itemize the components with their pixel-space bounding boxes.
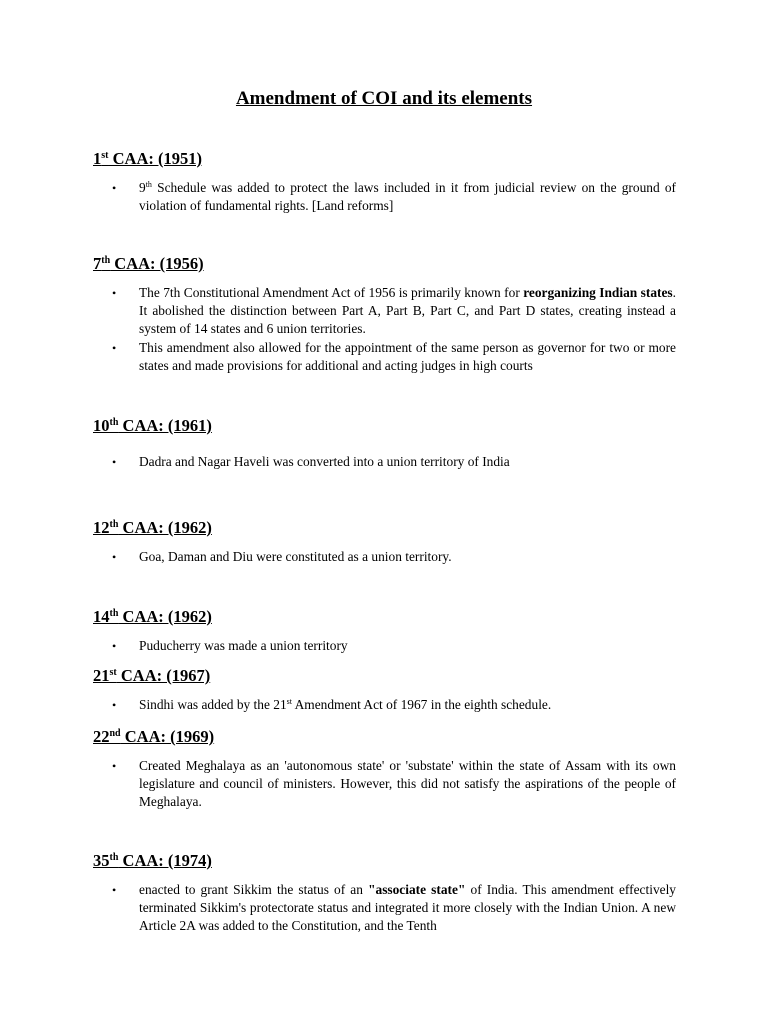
- bold-text: reorganizing Indian states: [523, 285, 673, 300]
- heading-ordinal-suffix: st: [109, 667, 117, 678]
- body-text: Dadra and Nagar Haveli was converted into a union territory of India: [139, 454, 510, 469]
- bullet-icon: •: [112, 455, 117, 469]
- body-text: Sindhi was added by the 21: [139, 697, 287, 712]
- body-text: of India. This amendment effectively terminated Sikkim's protectorate status and integrated it more closely with the Indian Union. A new Article 2A was added to the Constitution, and the Tenth: [139, 882, 676, 934]
- bullet-icon: •: [112, 550, 117, 564]
- heading-number: 35: [93, 851, 110, 870]
- bullet-icon: •: [112, 883, 117, 897]
- heading-number: 1: [93, 149, 102, 168]
- heading-text: CAA: (1962): [118, 607, 212, 626]
- section-heading: [93, 253, 204, 275]
- ordinal-suffix: st: [286, 697, 292, 706]
- bullet-list: [112, 179, 676, 215]
- body-text: Amendment Act of 1967 in the eighth schedule.: [292, 697, 552, 712]
- bullet-list: [112, 881, 676, 936]
- body-text: 9: [139, 180, 146, 195]
- heading-ordinal-suffix: th: [109, 852, 119, 863]
- section-heading: [93, 148, 202, 170]
- heading-text: CAA: (1962): [118, 518, 212, 537]
- bullet-list: [112, 284, 676, 375]
- body-text: Goa, Daman and Diu were constituted as a union territory.: [139, 549, 452, 564]
- document-title: Amendment of COI and its elements: [235, 88, 533, 109]
- bullet-icon: •: [112, 181, 117, 195]
- bullet-list: [112, 453, 676, 471]
- heading-number: 7: [93, 254, 102, 273]
- bullet-icon: •: [112, 698, 117, 712]
- heading-ordinal-suffix: th: [109, 608, 119, 619]
- body-text: enacted to grant Sikkim the status of an: [139, 882, 369, 897]
- heading-text: CAA: (1961): [118, 416, 212, 435]
- heading-number: 10: [93, 416, 110, 435]
- body-text: Puducherry was made a union territory: [139, 638, 348, 653]
- bullet-item: [112, 339, 676, 375]
- heading-ordinal-suffix: th: [109, 417, 119, 428]
- section-heading: [93, 726, 214, 748]
- bullet-item: [112, 881, 676, 936]
- bold-text: "associate state": [368, 882, 466, 897]
- heading-ordinal-suffix: nd: [109, 728, 121, 739]
- ordinal-suffix: th: [145, 180, 152, 189]
- section-heading: [93, 517, 212, 539]
- bullet-icon: •: [112, 639, 117, 653]
- section-heading: [93, 415, 212, 437]
- heading-number: 21: [93, 666, 110, 685]
- bullet-item: [112, 548, 676, 566]
- bullet-item: [112, 696, 676, 714]
- heading-text: CAA: (1969): [120, 727, 215, 746]
- body-text: Created Meghalaya as an 'autonomous state' or 'substate' within the state of Assam with its own legislature and council of ministers. However, this did not satisfy the aspirations of the people of Meghalaya.: [139, 758, 676, 810]
- bullet-list: [112, 637, 676, 655]
- bullet-icon: •: [112, 340, 117, 355]
- bullet-icon: •: [112, 759, 117, 773]
- bullet-item: [112, 179, 676, 215]
- bullet-item: [112, 284, 676, 339]
- heading-text: CAA: (1974): [118, 851, 212, 870]
- bullet-list: [112, 548, 676, 566]
- bullet-icon: •: [112, 286, 117, 300]
- heading-number: 12: [93, 518, 110, 537]
- body-text: Schedule was added to protect the laws included in it from judicial review on the ground of violation of fundamental rights. [Land reforms]: [139, 180, 676, 214]
- bullet-list: [112, 757, 676, 812]
- heading-ordinal-suffix: th: [109, 519, 119, 530]
- heading-text: CAA: (1967): [116, 666, 211, 685]
- body-text: The 7th Constitutional Amendment Act of 1956 is primarily known for: [139, 285, 524, 300]
- bullet-item: [112, 637, 676, 655]
- body-text: . It abolished the distinction between Part A, Part B, Part C, and Part D states, creating instead a system of 14 states and 6 union territories.: [139, 285, 676, 337]
- heading-number: 14: [93, 607, 110, 626]
- heading-text: CAA: (1951): [108, 149, 202, 168]
- bullet-item: [112, 453, 676, 471]
- body-text: This amendment also allowed for the appointment of the same person as governor for two or more states and made provisions for additional and acting judges in high courts: [139, 339, 676, 373]
- section-heading: [93, 665, 210, 687]
- heading-number: 22: [93, 727, 110, 746]
- section-heading: [93, 606, 212, 628]
- bullet-list: [112, 696, 676, 714]
- section-heading: [93, 850, 212, 872]
- heading-ordinal-suffix: th: [101, 255, 111, 266]
- heading-ordinal-suffix: st: [101, 150, 109, 161]
- heading-text: CAA: (1956): [110, 254, 204, 273]
- bullet-item: [112, 757, 676, 812]
